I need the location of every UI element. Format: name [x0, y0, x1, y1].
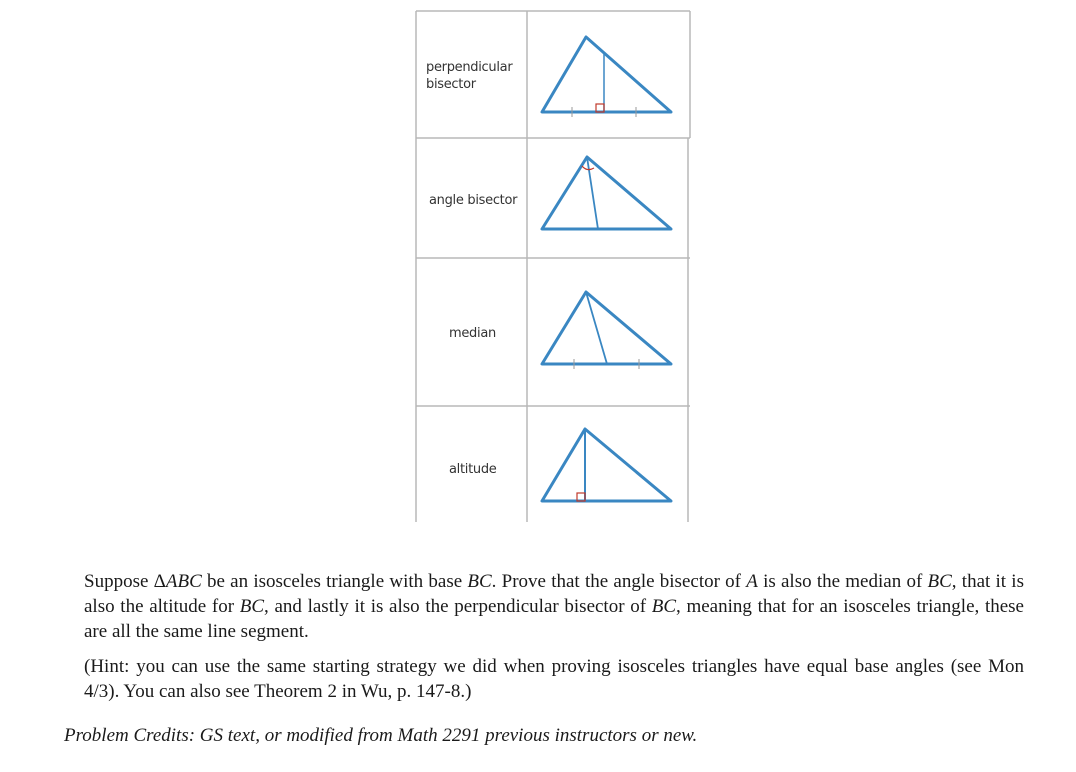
hint-paragraph: (Hint: you can use the same starting strategy we did when proving isosceles triangles have equal base angles (see Mon 4/3). You can also see Theorem 2 in Wu, p. 147-8.)	[84, 656, 1024, 702]
label-median: median	[449, 326, 496, 341]
label-angle-bisector: angle bisector	[429, 193, 518, 208]
angle-bisector-triangle-icon	[542, 157, 671, 229]
problem-credits: Problem Credits: GS text, or modified from Math 2291 previous instructors or new.	[64, 725, 698, 746]
perpendicular-bisector-triangle-icon	[542, 37, 671, 117]
label-altitude: altitude	[449, 462, 497, 477]
problem-statement: Suppose ΔABC be an isosceles triangle with base BC. Prove that the angle bisector of A is also the median of BC, that it is also the altitude for BC, and lastly it is also the perpendicular bisector of BC, meaning that for an isosceles triangle, these are all the same line segment.	[84, 571, 1024, 642]
altitude-triangle-icon	[542, 429, 671, 501]
label-perpendicular-bisector: perpendicular bisector	[426, 60, 513, 92]
median-triangle-icon	[542, 292, 671, 369]
